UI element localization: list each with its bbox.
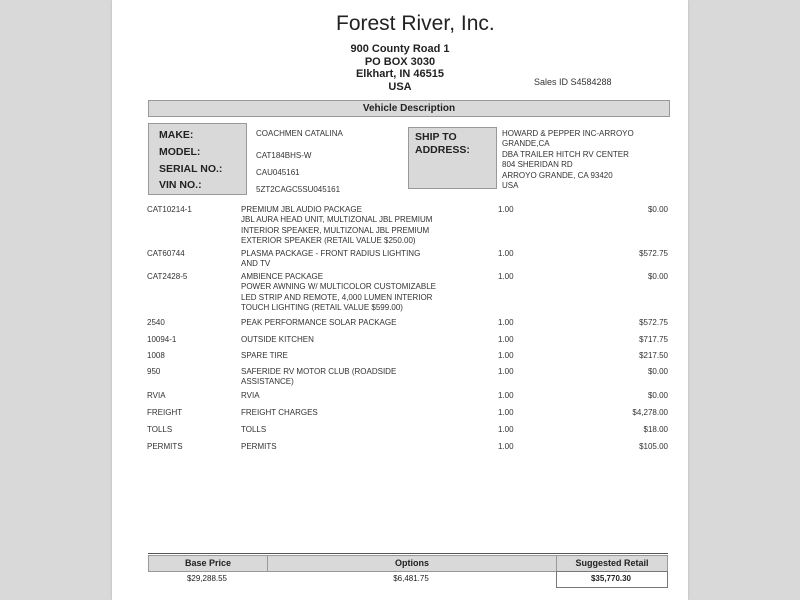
- item-code: 2540: [147, 318, 165, 327]
- item-description: [241, 351, 288, 361]
- suggested-retail-value: $35,770.30: [590, 574, 632, 583]
- ship-to-label: SHIP TO: [415, 131, 457, 143]
- ship-address-line: 804 SHERIDAN RD: [502, 160, 573, 170]
- desc-line: PLASMA PACKAGE - FRONT RADIUS LIGHTING: [241, 249, 421, 258]
- item-description: [241, 367, 396, 388]
- item-price: $4,278.00: [632, 408, 668, 417]
- item-qty: 1.00: [498, 425, 514, 434]
- item-description: [241, 425, 266, 435]
- item-code: 1008: [147, 351, 165, 360]
- desc-line: PEAK PERFORMANCE SOLAR PACKAGE: [241, 318, 397, 327]
- item-description: [241, 391, 260, 401]
- serial-label: SERIAL NO.:: [159, 163, 223, 175]
- ship-address-line: DBA TRAILER HITCH RV CENTER: [502, 149, 629, 159]
- section-title: Vehicle Description: [148, 100, 670, 117]
- address-line: Elkhart, IN 46515: [355, 68, 445, 80]
- item-price: $0.00: [647, 272, 668, 281]
- desc-line: AND TV: [241, 259, 271, 269]
- item-description: [241, 408, 318, 418]
- item-qty: 1.00: [498, 367, 514, 376]
- item-code: CAT2428-5: [147, 272, 188, 281]
- ship-address-line: HOWARD & PEPPER INC-ARROYO: [502, 129, 634, 138]
- item-code: 950: [147, 367, 161, 376]
- item-qty: 1.00: [498, 408, 514, 417]
- item-code: RVIA: [147, 391, 166, 400]
- desc-line: SAFERIDE RV MOTOR CLUB (ROADSIDE: [241, 367, 397, 376]
- item-description: [241, 249, 420, 270]
- item-price: $717.75: [639, 335, 668, 344]
- item-qty: 1.00: [498, 249, 514, 258]
- item-qty: 1.00: [498, 272, 514, 281]
- item-qty: 1.00: [498, 318, 514, 327]
- ship-to-address: [502, 129, 634, 191]
- item-code: TOLLS: [147, 425, 173, 434]
- desc-line: LED STRIP AND REMOTE, 4,000 LUMEN INTERIOR: [241, 292, 433, 302]
- item-price: $572.75: [639, 318, 668, 327]
- item-price: $217.50: [639, 351, 668, 360]
- item-price: $0.00: [647, 367, 668, 376]
- item-description: [241, 272, 436, 314]
- item-qty: 1.00: [498, 351, 514, 360]
- item-description: [241, 335, 314, 345]
- summary-divider: [148, 553, 668, 554]
- address-line: PO BOX 3030: [364, 55, 436, 68]
- make-value: COACHMEN CATALINA: [256, 129, 343, 138]
- options-value: $6,481.75: [393, 574, 429, 583]
- item-description: [241, 442, 277, 452]
- item-code: FREIGHT: [147, 408, 183, 417]
- ship-address-label: ADDRESS:: [415, 144, 470, 156]
- item-qty: 1.00: [498, 335, 514, 344]
- desc-line: POWER AWNING W/ MULTICOLOR CUSTOMIZABLE: [241, 282, 436, 292]
- options-header: Options: [267, 555, 557, 572]
- desc-line: ASSISTANCE): [241, 377, 294, 387]
- invoice-page: [112, 0, 688, 600]
- desc-line: INTERIOR SPEAKER, MULTIZONAL JBL PREMIUM: [241, 225, 430, 235]
- item-price: $0.00: [647, 205, 668, 214]
- suggested-retail-header: Suggested Retail: [556, 555, 668, 572]
- base-price-value: $29,288.55: [186, 574, 228, 583]
- desc-line: TOUCH LIGHTING (RETAIL VALUE $599.00): [241, 303, 403, 313]
- desc-line: AMBIENCE PACKAGE: [241, 272, 324, 281]
- desc-line: EXTERIOR SPEAKER (RETAIL VALUE $250.00): [241, 236, 416, 246]
- desc-line: TOLLS: [241, 425, 267, 434]
- item-code: 10094-1: [147, 335, 177, 344]
- ship-address-line: ARROYO GRANDE, CA 93420: [502, 170, 613, 180]
- ship-address-line: USA: [502, 181, 519, 191]
- item-price: $572.75: [639, 249, 668, 258]
- desc-line: JBL AURA HEAD UNIT, MULTIZONAL JBL PREMIUM: [241, 215, 433, 225]
- item-code: PERMITS: [147, 442, 183, 451]
- desc-line: OUTSIDE KITCHEN: [241, 335, 314, 344]
- item-price: $0.00: [647, 391, 668, 400]
- item-description: [241, 318, 396, 328]
- ship-to-box: [408, 127, 497, 189]
- item-code: CAT60744: [147, 249, 185, 258]
- ship-address-line: GRANDE,CA: [502, 139, 550, 149]
- item-price: $105.00: [639, 442, 668, 451]
- desc-line: PERMITS: [241, 442, 277, 451]
- desc-line: FREIGHT CHARGES: [241, 408, 318, 417]
- vin-label: VIN NO.:: [159, 179, 202, 191]
- desc-line: RVIA: [241, 391, 260, 400]
- item-description: [241, 205, 432, 247]
- desc-line: PREMIUM JBL AUDIO PACKAGE: [241, 205, 362, 214]
- company-name: Forest River, Inc.: [336, 12, 495, 35]
- item-qty: 1.00: [498, 391, 514, 400]
- vin-value: 5ZT2CAGC5SU045161: [256, 185, 341, 194]
- serial-value: CAU045161: [256, 168, 300, 177]
- address-line: 900 County Road 1: [350, 43, 450, 55]
- address-line: USA: [388, 80, 412, 93]
- make-label: MAKE:: [159, 129, 194, 141]
- vehicle-labels-box: [148, 123, 247, 195]
- item-price: $18.00: [643, 425, 668, 434]
- base-price-header: Base Price: [148, 555, 268, 572]
- sales-id: Sales ID S4584288: [534, 77, 612, 87]
- model-value: CAT184BHS-W: [256, 151, 312, 160]
- item-code: CAT10214-1: [147, 205, 192, 214]
- desc-line: SPARE TIRE: [241, 351, 288, 360]
- model-label: MODEL:: [159, 146, 201, 158]
- item-qty: 1.00: [498, 442, 514, 451]
- item-qty: 1.00: [498, 205, 514, 214]
